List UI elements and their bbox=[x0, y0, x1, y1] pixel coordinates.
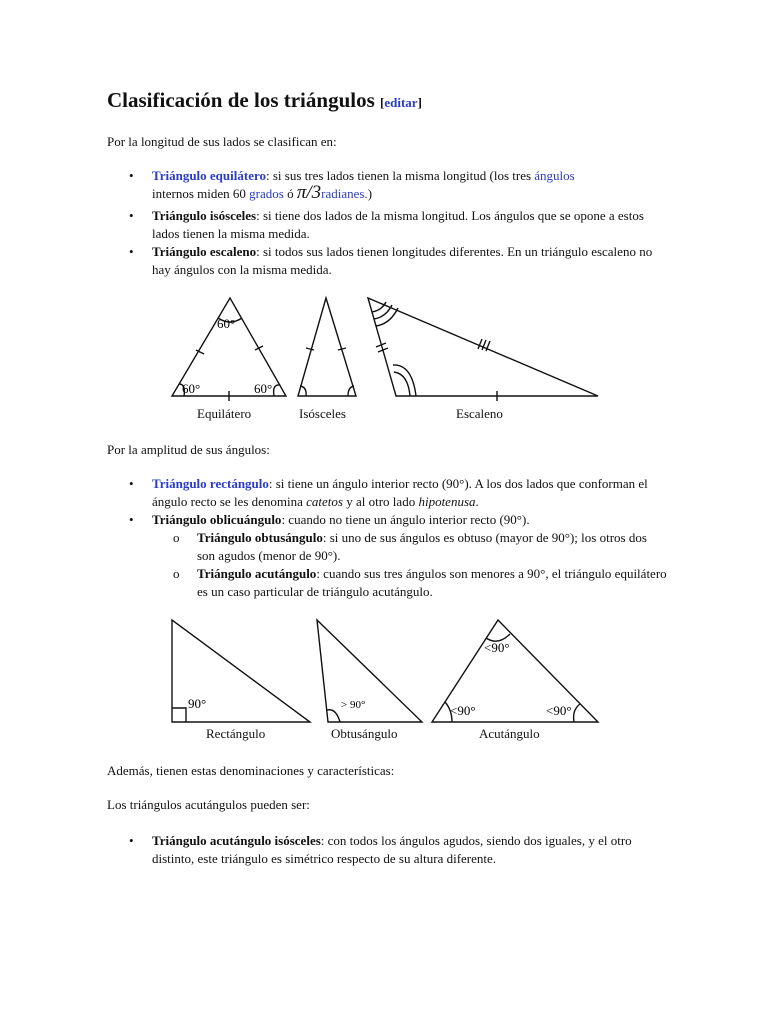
list-item-isosceles bbox=[129, 207, 672, 243]
text: internos miden 60 bbox=[152, 186, 250, 201]
label-right-angle: 90° bbox=[188, 696, 207, 711]
text: : si sus tres lados tienen la misma longitud (los tres bbox=[266, 168, 535, 183]
sublist-item-acutangulo bbox=[173, 565, 667, 601]
bullet: • bbox=[129, 833, 134, 848]
angle-arc-obtuse bbox=[327, 710, 340, 722]
link-grados[interactable]: grados bbox=[249, 186, 284, 201]
label-acute-left: <90° bbox=[450, 703, 476, 718]
extra-paragraph-2: Los triángulos acutángulos pueden ser: bbox=[107, 797, 310, 812]
caption-escaleno: Escaleno bbox=[456, 406, 503, 421]
angle-arc-double bbox=[393, 365, 416, 396]
label-acute-top: <90° bbox=[484, 640, 510, 655]
caption-obtusangulo: Obtusángulo bbox=[331, 726, 398, 741]
link-equilatero[interactable]: Triángulo equilátero bbox=[152, 168, 266, 183]
text-hipotenusa: hipotenusa bbox=[418, 494, 476, 509]
list-item-equilatero bbox=[129, 167, 672, 203]
link-radianes[interactable]: radianes. bbox=[321, 186, 368, 201]
edit-link-wrapper bbox=[380, 95, 422, 110]
label-acute-right: <90° bbox=[546, 703, 572, 718]
caption-rectangulo: Rectángulo bbox=[206, 726, 266, 741]
text: : cuando no tiene un ángulo interior recto (90°). bbox=[281, 512, 530, 527]
text-catetos: catetos bbox=[306, 494, 343, 509]
edit-bracket-close: ] bbox=[417, 95, 422, 110]
term-acutangulo-isosceles: Triángulo acutángulo isósceles bbox=[152, 833, 321, 848]
label-obtuse-angle: > 90° bbox=[341, 699, 366, 711]
text: y al otro lado bbox=[342, 494, 419, 509]
pi-over-three: π/3 bbox=[296, 182, 322, 203]
label-angle-right: 60° bbox=[254, 381, 273, 396]
link-rectangulo[interactable]: Triángulo rectángulo bbox=[152, 476, 269, 491]
right-angle-mark bbox=[172, 708, 186, 722]
triangles-by-sides-figure bbox=[160, 290, 610, 402]
sub-bullet: o bbox=[173, 530, 180, 545]
text: . bbox=[475, 494, 479, 509]
text: : si tiene dos lados de la misma longitud. Los ángulos que se opone a estos lados tienen la misma medida. bbox=[152, 208, 644, 241]
term-acutangulo: Triángulo acutángulo bbox=[197, 566, 317, 581]
section-heading bbox=[107, 88, 422, 113]
angle-arc-double bbox=[394, 372, 410, 396]
list-item-escaleno bbox=[129, 243, 672, 279]
bullet: • bbox=[129, 476, 134, 491]
caption-equilatero: Equilátero bbox=[197, 406, 252, 421]
heading-title: Clasificación de los triángulos bbox=[107, 88, 375, 112]
sublist-item-obtusangulo bbox=[173, 529, 667, 565]
extra-paragraph-1: Además, tienen estas denominaciones y características: bbox=[107, 763, 395, 778]
tick-mark bbox=[306, 348, 314, 350]
tick-mark bbox=[338, 348, 346, 350]
caption-acutangulo: Acutángulo bbox=[479, 726, 540, 741]
text: : cuando sus tres ángulos son menores a 90°, el triángulo equilátero es un caso particular de triángulo acutángulo. bbox=[197, 566, 667, 599]
obtuse-triangle bbox=[317, 620, 422, 722]
tick-mark bbox=[478, 339, 482, 349]
term-isosceles: Triángulo isósceles bbox=[152, 208, 257, 223]
triangles-by-angles-figure bbox=[160, 612, 610, 728]
bullet: • bbox=[129, 244, 134, 259]
angle-arc-right bbox=[274, 385, 280, 396]
isosceles-triangle bbox=[298, 298, 356, 396]
term-obtusangulo: Triángulo obtusángulo bbox=[197, 530, 323, 545]
term-escaleno: Triángulo escaleno bbox=[152, 244, 257, 259]
term-equilatero bbox=[152, 168, 266, 183]
label-angle-top: 60° bbox=[217, 316, 236, 331]
sides-intro: Por la longitud de sus lados se clasifican en: bbox=[107, 134, 337, 149]
text: : si todos sus lados tienen longitudes diferentes. En un triángulo escaleno no hay ángulos con la misma medida. bbox=[152, 244, 653, 277]
text: : si uno de sus ángulos es obtuso (mayor de 90°); los otros dos son agudos (menor de 90°). bbox=[197, 530, 647, 563]
angles-intro: Por la amplitud de sus ángulos: bbox=[107, 442, 270, 457]
text: ó bbox=[283, 186, 297, 201]
link-angulos[interactable]: ángulos bbox=[534, 168, 575, 183]
text: ) bbox=[367, 186, 373, 201]
edit-bracket-open: [ bbox=[380, 95, 385, 110]
bullet: • bbox=[129, 168, 134, 183]
angle-arc-triple bbox=[372, 302, 386, 312]
angle-arc-right bbox=[574, 704, 580, 722]
label-angle-left: 60° bbox=[182, 381, 201, 396]
term-oblicuangulo: Triángulo oblicuángulo bbox=[152, 512, 282, 527]
text: : si tiene un ángulo interior recto (90°). A los dos lados que conforman el ángulo recto se les denomina bbox=[152, 476, 648, 509]
edit-link[interactable]: editar bbox=[384, 95, 418, 110]
list-item-acutangulo-isosceles bbox=[129, 832, 672, 868]
list-item-oblicuangulo bbox=[129, 511, 672, 529]
bullet: • bbox=[129, 208, 134, 223]
text: : con todos los ángulos agudos, siendo dos iguales, y el otro distinto, este triángulo es simétrico respecto de su altura diferente. bbox=[152, 833, 632, 866]
bullet: • bbox=[129, 512, 134, 527]
caption-isosceles: Isósceles bbox=[299, 406, 346, 421]
sub-bullet: o bbox=[173, 566, 180, 581]
list-item-rectangulo bbox=[129, 475, 672, 511]
